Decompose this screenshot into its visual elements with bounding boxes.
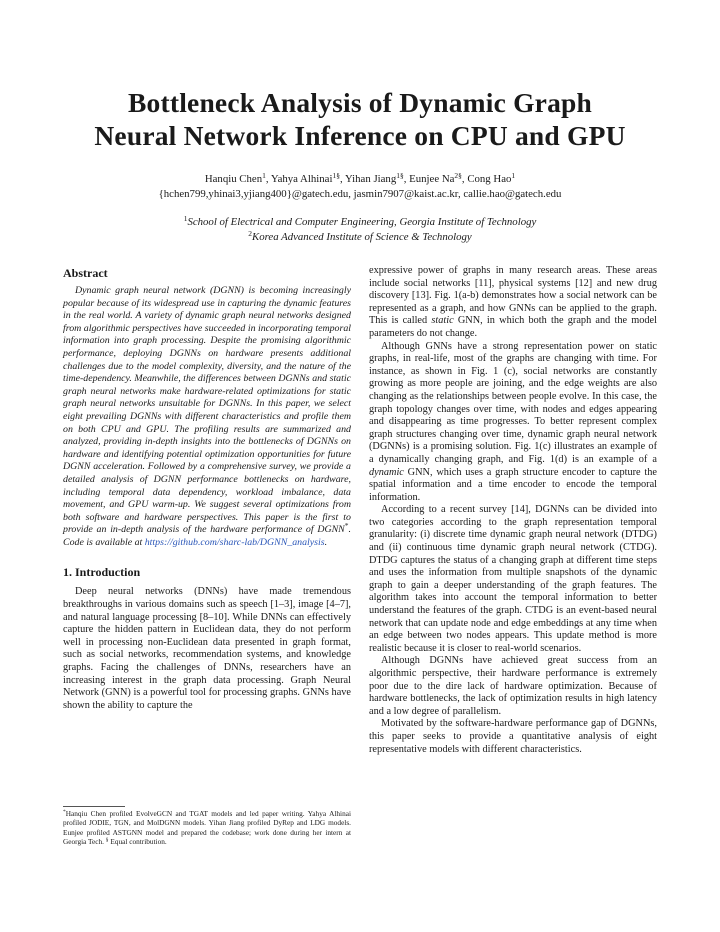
paragraph-text: GNN, which uses a graph structure encoder to capture the spatial information and a time encoder to encode the temporal information. bbox=[369, 466, 657, 503]
title-line-2: Neural Network Inference on CPU and GPU bbox=[94, 120, 626, 151]
emphasis-dynamic: dynamic bbox=[369, 466, 404, 478]
author-name: Hanqiu Chen bbox=[204, 173, 263, 185]
abstract-end: . bbox=[324, 536, 328, 548]
abstract-code-prefix: . Code is available at bbox=[63, 524, 351, 548]
intro-paragraph-1: Deep neural networks (DNNs) have made tremendous breakthroughs in various domains such as speech [1–3], image [4–7], and natural language processing [8–10]. While DNNs can effectively capture the hidden pattern in Euclidean data, they do not perform well in processing non-Euclidean data presented in graph format, such as social networks, recommendation systems, and knowledge graphs. Facing the challenges of DNNs, researchers have an increasing interest in the graph data processing. Graph Neural Network (GNN) is a powerful tool for processing graphs. GNNs have shown the ability to capture the bbox=[63, 586, 351, 711]
affiliation-text: School of Electrical and Computer Engineering, Georgia Institute of Technology bbox=[187, 216, 537, 228]
equal-contribution-mark: § bbox=[105, 837, 109, 844]
title-line-1: Bottleneck Analysis of Dynamic Graph bbox=[127, 87, 593, 118]
affiliation-1 bbox=[40, 215, 680, 230]
right-column bbox=[369, 265, 657, 756]
code-repository-link[interactable]: https://github.com/sharc-lab/DGNN_analysis bbox=[144, 536, 325, 548]
footnote-marker: * bbox=[63, 809, 66, 815]
intro-paragraph-2 bbox=[369, 265, 657, 341]
author-name: Cong Hao bbox=[467, 173, 512, 185]
affiliation-text: Korea Advanced Institute of Science & Technology bbox=[252, 231, 472, 243]
affiliation-2 bbox=[40, 230, 680, 245]
affiliation-mark: 1 bbox=[183, 214, 188, 223]
paragraph-text: GNN, in which both the graph and the model parameters do not change. bbox=[369, 315, 657, 339]
emphasis-static: static bbox=[431, 315, 454, 327]
paper-title bbox=[40, 86, 680, 152]
abstract-heading: Abstract bbox=[63, 266, 108, 280]
footnote-text: Equal contribution. bbox=[108, 837, 167, 847]
author-affiliation-mark: 1 bbox=[511, 171, 516, 180]
author-affiliation-mark: 2§ bbox=[454, 171, 462, 180]
paragraph-text: Although GNNs have a strong representation power on static graphs, in real-life, most of the graphs are changing with time. For instance, as shown in Fig. 1 (c), social networks are constantly growing as more people are joining, and the edge weights are also changing as the relationships between people evolve. In this case, the graph topology changes over time, with nodes and edges appearing and disappearing as time progresses. To better represent complex graph structures changing over time, dynamic graph neural network (DGNNs) is a promising solution. Fig. 1(c) illustrates an example of a dynamically changing graph, and Fig. 1(d) is an example of a bbox=[369, 340, 657, 465]
author-emails: {hchen799,yhinai3,yjiang400}@gatech.edu, jasmin7907@kaist.ac.kr, callie.hao@gatech.edu bbox=[158, 188, 562, 200]
author-name: Yihan Jiang bbox=[344, 173, 397, 185]
author-affiliation-mark: 1§ bbox=[332, 171, 340, 180]
paragraph-text: expressive power of graphs in many research areas. These areas include social networks [11], physical systems [12] and new drug discovery [13]. Fig. 1(a-b) demonstrates how a social network can be represented as a graph, and how GNNs can be applied to the graph. This is called bbox=[369, 265, 657, 327]
author-name: Yahya Alhinai bbox=[270, 173, 333, 185]
author-name: Eunjee Na bbox=[409, 173, 455, 185]
abstract-text bbox=[63, 285, 351, 549]
abstract-body: Dynamic graph neural network (DGNN) is becoming increasingly popular because of its widespread use in capturing the dynamic features in the real world. A variety of dynamic graph neural networks designed from algorithmic perspectives have succeeded in incorporating temporal information into graph processing. Despite the promising algorithmic performance, deploying DGNNs on hardware presents additional challenges due to the model complexity, diversity, and the nature of the time-dependency. Meanwhile, the differences between DGNNs and static graph neural networks make hardware-related optimizations for static graph neural networks unsuitable for DGNNs. In this paper, we select eight prevailing DGNNs with different characteristics and profile them on both CPU and GPU. The profiling results are summarized and analyzed, providing in-depth insights into the bottlenecks of DGNNs on hardware and identifying potential optimization opportunities for future DGNN acceleration. Followed by a comprehensive survey, we provide a detailed analysis of DGNN performance bottlenecks on hardware, including temporal data dependency, workload imbalance, data movement, and GPU warm-up. We suggest several optimizations from both software and hardware perspectives. This paper is the first to provide an in-depth analysis of the hardware performance of DGNN bbox=[63, 285, 351, 536]
left-column bbox=[63, 265, 351, 712]
author-affiliation-mark: 1§ bbox=[396, 171, 404, 180]
intro-paragraph-5: Although DGNNs have achieved great success from an algorithmic perspective, their hardware performance is extremely poor due to the dire lack of hardware optimization. Because of hardware bottlenecks, the lack of optimization results in high latency and a low degree of parallelism. bbox=[369, 655, 657, 717]
author-affiliation-mark: 1 bbox=[262, 171, 266, 180]
affiliation-mark: 2 bbox=[248, 229, 253, 238]
footnote bbox=[63, 809, 351, 847]
footnote-divider bbox=[63, 806, 125, 807]
intro-paragraph-6: Motivated by the software-hardware performance gap of DGNNs, this paper seeks to provide a quantitative analysis of eight representative models with different characteristics. bbox=[369, 718, 657, 755]
footnote-text: Hanqiu Chen profiled EvolveGCN and TGAT models and led paper writing. Yahya Alhinai profiled JODIE, TGN, and MolDGNN models. Yihan Jiang profiled DyRep and LDG models. Eunjee profiled ASTGNN model and prepared the codebase; work done during her intern at Georgia Tech. bbox=[63, 809, 351, 847]
intro-paragraph-3 bbox=[369, 341, 657, 505]
introduction-heading: 1. Introduction bbox=[63, 565, 141, 580]
author-list: Hanqiu Chen$^1$, Yahya Alhinai$^{1\S}$, Yihan Jiang$^{1\S}$, Eunjee $Na^{2\S}$, Cong Hao$^1$ bbox=[204, 171, 516, 185]
intro-paragraph-4: According to a recent survey [14], DGNNs can be divided into two categories according to the graph representation temporal granularity: (i) discrete time dynamic graph neural network (DTDG) and (ii) continuous time dynamic graph neural network (CTDG). DTDG captures the status of a changing graph at different time steps and uses the information from multiple snapshots of the dynamic graph to gain a deeper understanding of the graph features. The algorithm takes into account the temporal information to better understand the features of the graph. CTDG is an event-based neural network that can update node and edge embeddings at any time when an edge between two nodes appears. This update method is more realistic because it is closer to real-world scenarios. bbox=[369, 504, 657, 654]
footnote-marker: * bbox=[344, 521, 349, 531]
